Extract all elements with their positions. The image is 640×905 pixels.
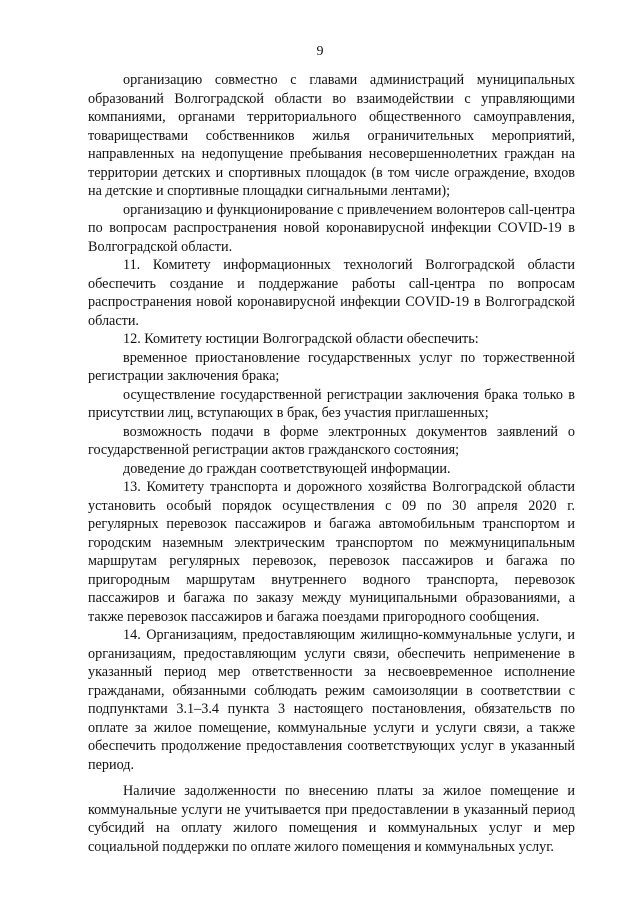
paragraph-item-11: 11. Комитету информационных технологий Волгоградской области обеспечить создание и поддержание работы call-центра по вопросам распространения новой коронавирусной инфекции COVID-19 в Волгоградской области. xyxy=(88,257,575,329)
paragraph-item-12-electronic: возможность подачи в форме электронных документов заявлений о государственной регистрации актов гражданского состояния; xyxy=(88,423,575,458)
paragraph-item-12: 12. Комитету юстиции Волгоградской области обеспечить: xyxy=(123,331,479,347)
paragraph-item-12-registration: осуществление государственной регистрации заключения брака только в присутствии лиц, вступающих в брак, без участия приглашенных; xyxy=(88,386,575,421)
page-number: 9 xyxy=(316,44,324,59)
document-body xyxy=(88,71,575,856)
paragraph-item-14: 14. Организациям, предоставляющим жилищно-коммунальные услуги, и организациям, предоставляющим услуги связи, обеспечить неприменение в указанный период мер ответственности за несвоевременное исполнение гражданами, обязанными соблюдать режим самоизоляции в соответствии с подпунктами 3.1–3.4 пункта 3 настоящего постановления, обязательств по оплате за жилое помещение, коммунальные услуги и услуги связи, а также обеспечить продолжение предоставления соответствующих услуг в указанный период. xyxy=(88,627,575,773)
paragraph-item-12-suspension: временное приостановление государственных услуг по торжественной регистрации заключения брака; xyxy=(88,349,575,384)
paragraph-item-13: 13. Комитету транспорта и дорожного хозяйства Волгоградской области установить особый порядок осуществления с 09 по 30 апреля 2020 г. регулярных перевозок пассажиров и багажа автомобильным транспортом и городским наземным электрическим транспортом по межмуниципальным маршрутам регулярных перевозок, перевозок пассажиров и багажа по пригородным маршрутам внутреннего водного транспорта, перевозок пассажиров и багажа по заказу между муниципальными образованиями, а также перевозок пассажиров и багажа поездами пригородного сообщения. xyxy=(88,479,575,625)
paragraph-item-12-information: доведение до граждан соответствующей информации. xyxy=(123,460,451,477)
paragraph-debt-subsidies: Наличие задолженности по внесению платы за жилое помещение и коммунальные услуги не учитывается при предоставлении в указанный период субсидий на оплату жилого помещения и коммунальных услуг и мер социальной поддержки по оплате жилого помещения и коммунальных услуг. xyxy=(88,783,575,855)
paragraph-volunteer-call-center: организацию и функционирование с привлечением волонтеров call-центра по вопросам распространения новой коронавирусной инфекции COVID-19 в Волгоградской области. xyxy=(88,201,575,255)
paragraph-playground-restrictions: организацию совместно с главами администраций муниципальных образований Волгоградской области во взаимодействии с управляющими компаниями, органами территориального общественного самоуправления, товариществами собственников жилья ограничительных мероприятий, направленных на недопущение пребывания несовершеннолетних граждан на территории детских и спортивных площадок (в том числе ограждение, входов на детские и спортивные площадки сигнальными лентами); xyxy=(88,72,575,199)
